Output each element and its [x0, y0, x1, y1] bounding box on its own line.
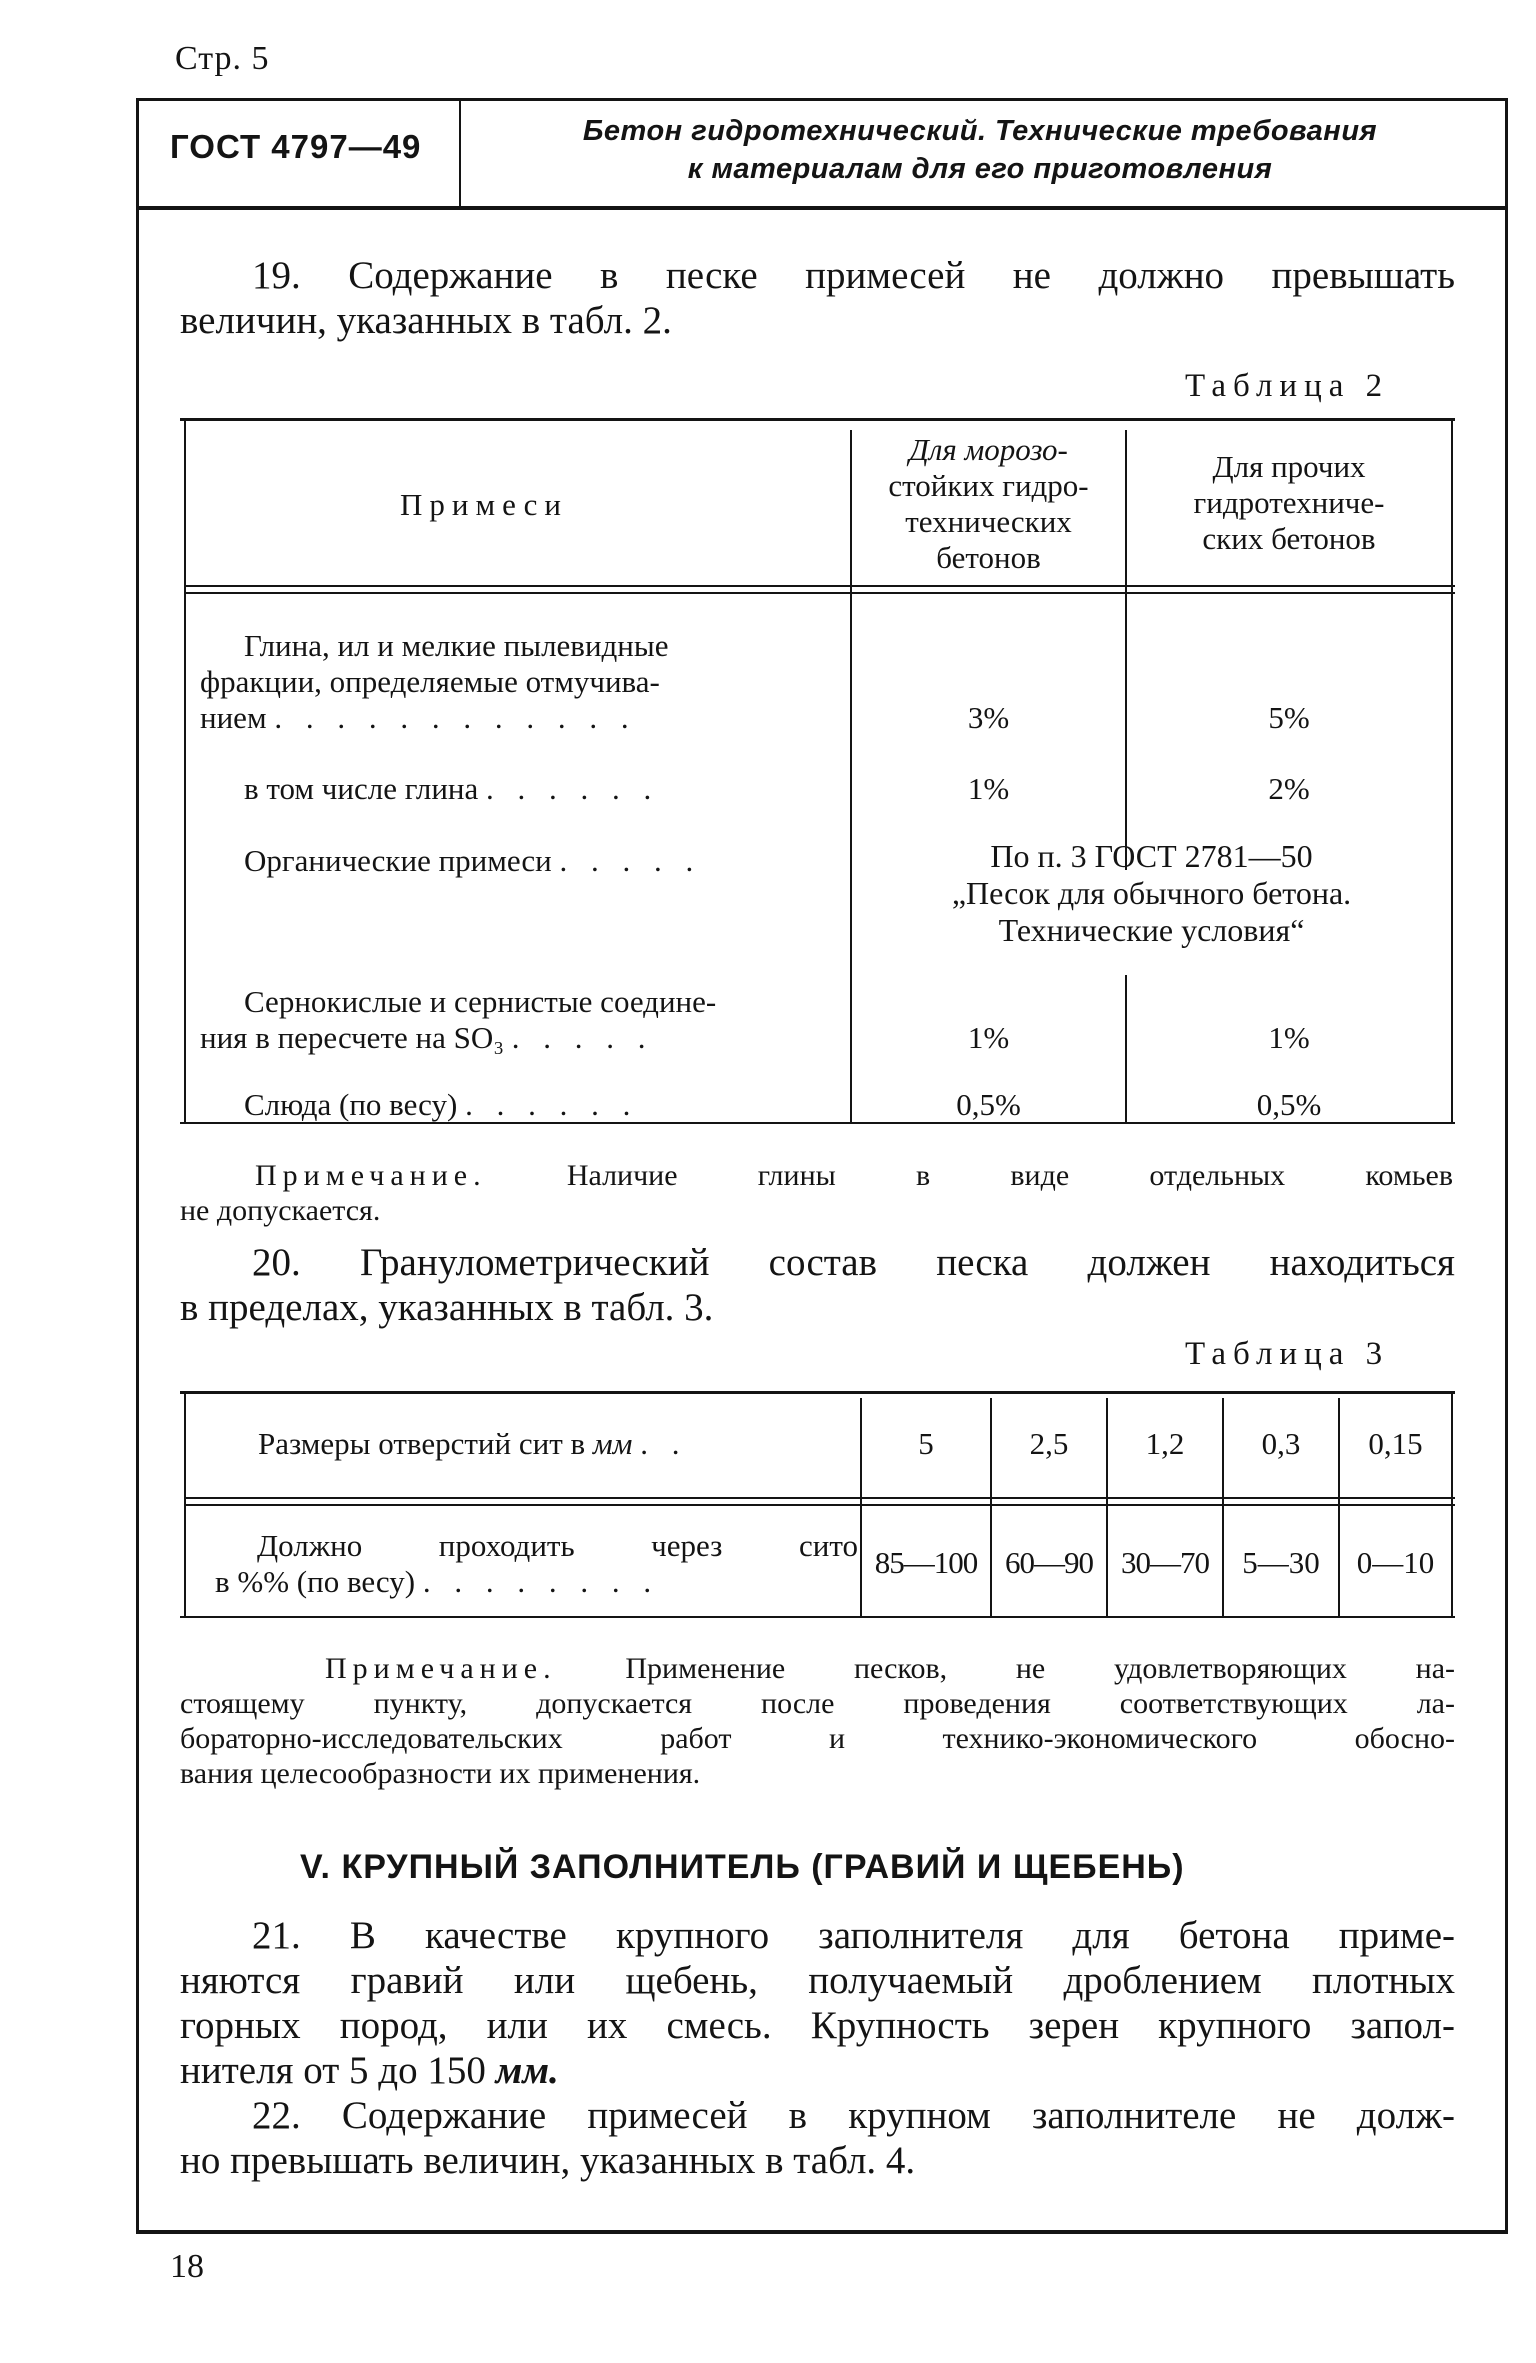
note1-line1 — [255, 1158, 1453, 1193]
table-row — [244, 771, 848, 807]
row4-other-value: 1% — [1268, 1020, 1310, 1055]
page-bottom-rule — [136, 2230, 1508, 2234]
table3-row2-label — [215, 1528, 858, 1600]
table2-right-border — [1451, 418, 1453, 1124]
header-divider — [459, 98, 461, 206]
table3-row1-text: Размеры отверстий сит в — [258, 1426, 586, 1461]
row3-merged-line3: Технические условия“ — [998, 912, 1305, 948]
page-left-border — [136, 98, 139, 2233]
pass-percent-0-3: 5—30 — [1242, 1545, 1320, 1580]
paragraph-22-line2: но превышать величин, указанных в табл. 4. — [180, 2139, 916, 2182]
document-title — [470, 112, 1490, 188]
page-right-border — [1505, 98, 1508, 2233]
row4-leader-dots: . . . . . — [511, 1020, 654, 1055]
note1-prefix: Примечание. — [255, 1159, 487, 1192]
pass-percent-5: 85—100 — [874, 1545, 978, 1580]
pass-percent-1-2: 30—70 — [1121, 1545, 1209, 1580]
row4-line1: Сернокислые и сернистые соедине- — [244, 984, 717, 1019]
paragraph-22 — [180, 2093, 1455, 2183]
header-frost-line4: бетонов — [936, 540, 1041, 575]
row5-leader-dots: . . . . . . — [465, 1087, 639, 1122]
paragraph-20 — [180, 1240, 1455, 1330]
row3-leader-dots: . . . . . — [559, 843, 702, 878]
note2-line2: стоящему пункту, допускается после проведения соответствующих ла- — [180, 1687, 1455, 1720]
row1-line3-text: нием — [200, 700, 267, 735]
row1-line3 — [200, 700, 848, 736]
paragraph-20-line1: 20. Гранулометрический состав песка должен находиться — [252, 1241, 1455, 1284]
paragraph-20-line2: в пределах, указанных в табл. 3. — [180, 1286, 714, 1329]
row1-other-value: 5% — [1268, 700, 1310, 735]
row3-merged-line2: „Песок для обычного бетона. — [951, 875, 1352, 911]
table3-row2-line2 — [215, 1564, 858, 1600]
table3-left-border — [184, 1391, 186, 1618]
header-frost-line1: Для морозо- — [909, 432, 1068, 467]
pass-percent-0-15: 0—10 — [1356, 1545, 1435, 1580]
sieve-size-5: 5 — [918, 1426, 934, 1461]
table3-row1-unit: мм — [592, 1426, 633, 1461]
header-frost-line3: технических — [905, 504, 1072, 539]
table3-mid-rule-a — [185, 1497, 1455, 1499]
table3-row2-dots: . . . . . . . . — [422, 1564, 660, 1599]
table2-label: Таблица 2 — [1185, 368, 1390, 404]
paragraph-21 — [180, 1913, 1455, 2093]
paragraph-19-line1: 19. Содержание в песке примесей не должно превышать — [252, 254, 1455, 297]
row2-leader-dots: . . . . . . — [486, 771, 660, 806]
note1-line1-text: Наличие глины в виде отдельных комьев — [566, 1159, 1453, 1192]
paragraph-21-line4-text: нителя от 5 до 150 — [180, 2049, 486, 2092]
table3-top-rule — [180, 1391, 1455, 1394]
paragraph-21-line4 — [180, 2048, 1455, 2093]
row5-text: Слюда (по весу) — [244, 1087, 458, 1122]
row3-merged-line1: По п. 3 ГОСТ 2781—50 — [990, 838, 1313, 874]
table-row — [200, 628, 848, 736]
sieve-size-0-15: 0,15 — [1368, 1426, 1423, 1461]
header-top-rule — [138, 98, 1508, 101]
table3-row1-dots: . . — [640, 1426, 688, 1461]
document-title-line2: к материалам для его приготовления — [687, 153, 1273, 185]
table2-header-frost-resistant — [852, 432, 1125, 576]
row2-frost-value: 1% — [967, 771, 1010, 806]
note2-line1-text: Применение песков, не удовлетворяющих на- — [625, 1652, 1455, 1685]
table2-header-rule-a — [185, 585, 1455, 587]
gost-code: ГОСТ 4797—49 — [170, 128, 422, 165]
paragraph-21-line2: няются гравий или щебень, получаемый дроблением плотных — [180, 1959, 1455, 2002]
row4-frost-value: 1% — [967, 1020, 1010, 1055]
header-other-line1: Для прочих — [1212, 449, 1366, 484]
paragraph-21-line3: горных пород, или их смесь. Крупность зерен крупного запол- — [180, 2004, 1455, 2047]
row2-other-value: 2% — [1268, 771, 1310, 806]
pass-percent-2-5: 60—90 — [1005, 1545, 1093, 1580]
header-other-line2: гидротехниче- — [1193, 485, 1385, 520]
paragraph-21-unit: мм. — [495, 2049, 559, 2092]
sieve-size-1-2: 1,2 — [1145, 1426, 1185, 1461]
row5-other-value: 0,5% — [1256, 1087, 1322, 1122]
table-row — [200, 984, 848, 1056]
header-other-line3: ских бетонов — [1202, 521, 1376, 556]
row3-text: Органические примеси — [244, 843, 552, 878]
paragraph-19 — [180, 253, 1455, 343]
table3-bottom-rule — [180, 1616, 1455, 1618]
table-row — [244, 843, 848, 879]
table-row — [244, 1087, 848, 1123]
table2-left-border — [184, 418, 186, 1124]
header-frost-line2: стойких гидро- — [888, 468, 1089, 503]
table2-header-rule-b — [185, 592, 1455, 594]
paragraph-19-line2: величин, указанных в табл. 2. — [180, 299, 672, 342]
note2-line4: вания целесообразности их применения. — [180, 1757, 701, 1790]
row4-line2-text: ния в пересчете на SO₃ — [200, 1020, 505, 1055]
table2-top-rule — [180, 418, 1455, 421]
table3-label: Таблица 3 — [1185, 1336, 1390, 1372]
table3-row1-label — [258, 1426, 687, 1462]
header-bottom-rule — [138, 206, 1508, 210]
note1-line2: не допускается. — [180, 1194, 381, 1227]
note2-prefix: Примечание. — [325, 1652, 557, 1685]
paragraph-22-line1: 22. Содержание примесей в крупном заполнителе не долж- — [252, 2094, 1455, 2137]
row1-leader-dots: . . . . . . . . . . . . — [274, 700, 637, 735]
table2-header-other — [1127, 449, 1451, 557]
row3-merged-value — [852, 838, 1451, 949]
page-label: Стр. 5 — [175, 40, 270, 77]
note2-line1 — [180, 1651, 1455, 1686]
row1-line1: Глина, ил и мелкие пылевидные — [244, 628, 669, 663]
row2-text: в том числе глина — [244, 771, 479, 806]
table3-row2-line1: Должно проходить через сито — [257, 1528, 858, 1563]
paragraph-21-line1: 21. В качестве крупного заполнителя для бетона приме- — [252, 1914, 1455, 1957]
table2-note — [255, 1158, 1453, 1193]
row5-frost-value: 0,5% — [956, 1087, 1021, 1122]
sieve-size-2-5: 2,5 — [1029, 1426, 1069, 1461]
sieve-size-0-3: 0,3 — [1261, 1426, 1301, 1461]
table3-right-border — [1451, 1391, 1453, 1618]
document-title-line1: Бетон гидротехнический. Технические требования — [582, 115, 1378, 147]
section-heading: V. КРУПНЫЙ ЗАПОЛНИТЕЛЬ (ГРАВИЙ И ЩЕБЕНЬ) — [300, 1848, 1185, 1886]
row4-line2 — [200, 1020, 848, 1056]
row1-frost-value: 3% — [967, 700, 1010, 735]
table3-mid-rule-b — [185, 1504, 1455, 1506]
table3-note — [180, 1651, 1455, 1791]
page-number: 18 — [170, 2248, 204, 2285]
table3-row2-line2-text: в %% (по весу) — [215, 1564, 416, 1599]
row1-line2: фракции, определяемые отмучива- — [200, 664, 660, 699]
table2-header-impurities: Примеси — [400, 487, 568, 522]
note2-line3: бораторно-исследовательских работ и технико-экономического обосно- — [180, 1722, 1455, 1755]
